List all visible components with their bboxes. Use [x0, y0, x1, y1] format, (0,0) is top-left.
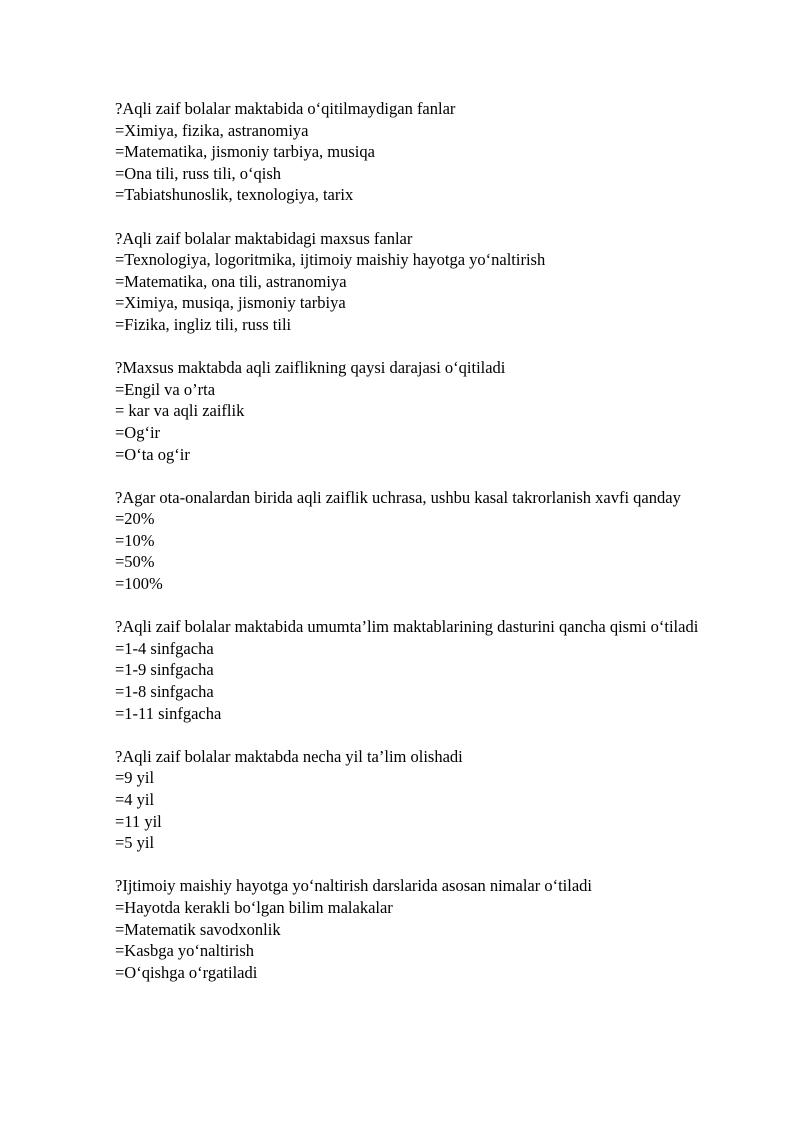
answer-option: =Texnologiya, logoritmika, ijtimoiy maishiy hayotga yo‘naltirish	[115, 250, 546, 270]
answer-option: =1-8 sinfgacha	[115, 682, 214, 702]
question-text: ?Aqli zaif bolalar maktabida umumta’lim maktablarining dasturini qancha qismi o‘tiladi	[115, 617, 699, 637]
answer-option: =11 yil	[115, 811, 162, 831]
answer-option: =Fizika, ingliz tili, russ tili	[115, 314, 292, 334]
answer-option: = kar va aqli zaiflik	[115, 401, 245, 421]
answer-option: =Engil va o’rta	[115, 379, 216, 399]
answer-option: =Og‘ir	[115, 422, 161, 442]
question-text: ?Maxsus maktabda aqli zaiflikning qaysi darajasi o‘qitiladi	[115, 358, 506, 378]
answer-option: =4 yil	[115, 790, 155, 809]
answer-option: =5 yil	[115, 833, 155, 853]
question-block-6	[115, 746, 730, 854]
question-text: ?Aqli zaif bolalar maktabidagi maxsus fanlar	[115, 228, 413, 248]
answer-option: =1-4 sinfgacha	[115, 638, 214, 658]
answer-option: =Matematik savodxonlik	[115, 919, 281, 939]
question-block-1	[115, 98, 730, 206]
answer-option: =Matematika, ona tili, astranomiya	[115, 271, 347, 291]
question-text: ?Agar ota-onalardan birida aqli zaiflik uchrasa, ushbu kasal takrorlanish xavfi qanday	[115, 487, 681, 507]
answer-option: =20%	[115, 509, 155, 529]
answer-option: =Ona tili, russ tili, o‘qish	[115, 163, 282, 183]
question-block-3	[115, 357, 730, 465]
answer-option: =Hayotda kerakli bo‘lgan bilim malakalar	[115, 897, 393, 917]
answer-option: =O‘qishga o‘rgatiladi	[115, 962, 258, 982]
document-page	[115, 98, 730, 1005]
question-block-7	[115, 875, 730, 983]
question-text: ?Aqli zaif bolalar maktabida o‘qitilmaydigan fanlar	[115, 99, 456, 118]
answer-option: =Kasbga yo‘naltirish	[115, 941, 254, 961]
answer-option: =10%	[115, 530, 155, 550]
question-block-4	[115, 487, 730, 595]
answer-option: =Ximiya, musiqa, jismoniy tarbiya	[115, 293, 346, 313]
answer-option: =O‘ta og‘ir	[115, 444, 190, 464]
question-block-2	[115, 228, 730, 336]
answer-option: =Tabiatshunoslik, texnologiya, tarix	[115, 185, 354, 205]
question-text: ?Aqli zaif bolalar maktabda necha yil ta’lim olishadi	[115, 746, 463, 766]
answer-option: =50%	[115, 552, 155, 572]
answer-option: =1-9 sinfgacha	[115, 660, 214, 680]
question-block-5	[115, 616, 730, 724]
question-text: ?Ijtimoiy maishiy hayotga yo‘naltirish darslarida asosan nimalar o‘tiladi	[115, 876, 593, 896]
answer-option: =100%	[115, 574, 163, 594]
answer-option: =1-11 sinfgacha	[115, 703, 222, 723]
answer-option: =Matematika, jismoniy tarbiya, musiqa	[115, 142, 375, 162]
answer-option: =9 yil	[115, 768, 155, 788]
answer-option: =Ximiya, fizika, astranomiya	[115, 120, 309, 140]
